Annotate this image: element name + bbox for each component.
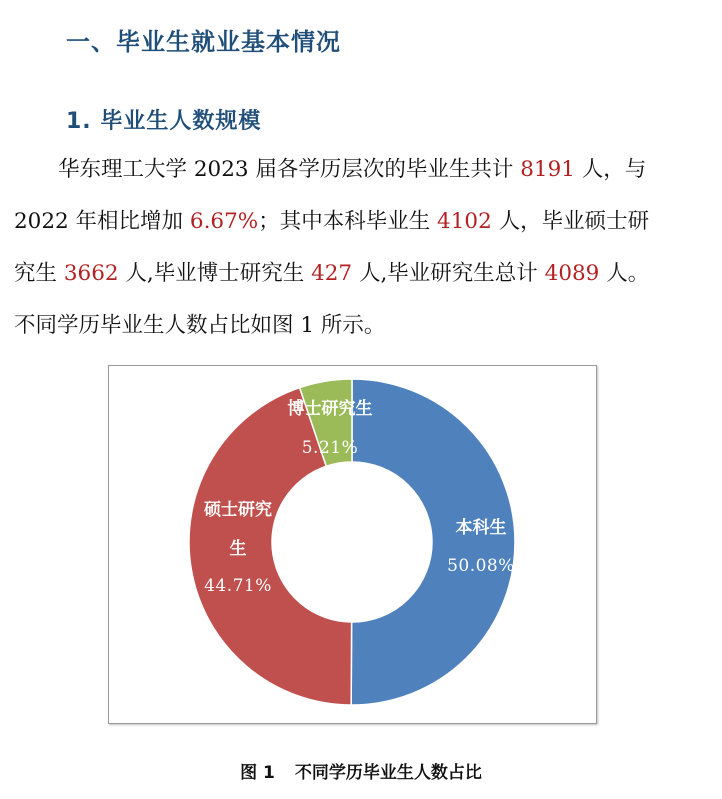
body-text: ；其中本科毕业生 — [258, 209, 438, 234]
body-text: 人，毕业硕士研 — [491, 209, 650, 234]
undergrad-count-value: 4102 — [437, 209, 492, 234]
body-text: 人,毕业博士研究生 — [118, 261, 312, 286]
body-line-2 — [14, 208, 714, 236]
slice-label-master-line2: 生 — [229, 539, 247, 559]
slice-value-master: 44.71% — [204, 576, 272, 596]
body-text: 人，与 — [574, 157, 647, 182]
slice-label-master-line1: 硕士研究 — [204, 500, 272, 520]
grad-total-value: 4089 — [544, 261, 600, 286]
total-graduates-value: 8191 — [520, 157, 575, 182]
growth-rate-value: 6.67% — [189, 209, 259, 234]
slice-label-undergrad: 本科生 — [455, 518, 507, 538]
body-text: 不同学历毕业生人数占比如图 1 所示。 — [14, 313, 386, 338]
master-count-value: 3662 — [63, 261, 119, 286]
slice-value-phd: 5.21% — [301, 438, 359, 458]
donut-chart-svg — [109, 366, 596, 723]
slice-label-phd: 博士研究生 — [287, 399, 373, 419]
body-text: 华东理工大学 2023 届各学历层次的毕业生共计 — [58, 157, 521, 182]
section-heading: 一、毕业生就业基本情况 — [66, 28, 341, 56]
body-line-3 — [14, 260, 714, 288]
body-line-4 — [14, 312, 714, 340]
body-line-1 — [58, 156, 722, 184]
figure-caption-text: 不同学历毕业生人数占比 — [294, 763, 482, 783]
figure-number: 图 1 — [240, 763, 275, 783]
phd-count-value: 427 — [311, 261, 353, 286]
figure-caption — [0, 758, 722, 783]
slice-value-undergrad: 50.08% — [447, 556, 515, 576]
donut-slice-undergrad — [351, 379, 515, 705]
subsection-heading: 1. 毕业生人数规模 — [66, 109, 262, 134]
body-text: 2022 年相比增加 — [14, 209, 190, 234]
donut-chart — [108, 365, 597, 724]
body-text: 人,毕业研究生总计 — [352, 261, 545, 286]
body-text: 人。 — [599, 261, 650, 286]
body-text: 究生 — [14, 261, 64, 286]
